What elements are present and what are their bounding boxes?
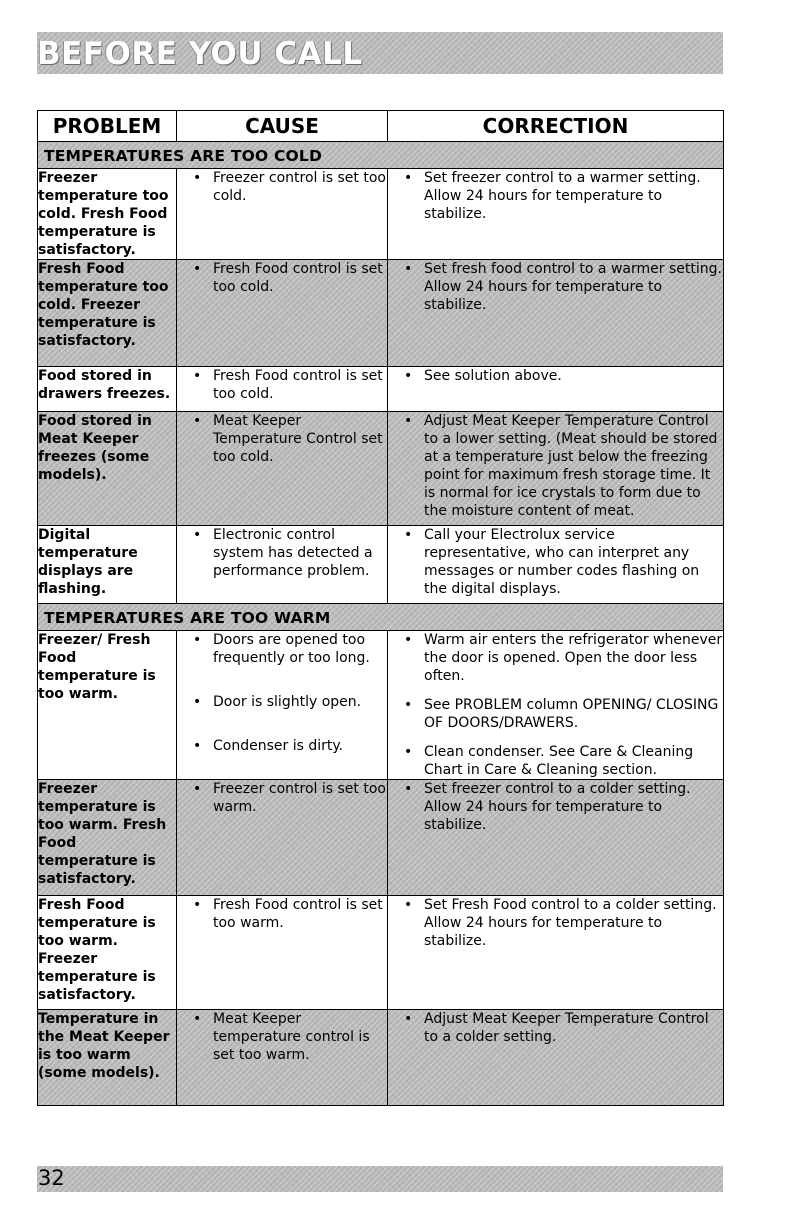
list-item: • Fresh Food control is set too cold. xyxy=(193,261,383,295)
section-title: TEMPERATURES ARE TOO WARM xyxy=(38,604,724,631)
bullet-icon: • xyxy=(193,738,202,754)
table-row xyxy=(38,367,724,412)
correction-cell xyxy=(388,526,724,604)
bullet-icon: • xyxy=(404,632,413,648)
list-item: • Set freezer control to a colder setting. Allow 24 hours for temperature to stabilize. xyxy=(404,781,691,833)
bullet-icon: • xyxy=(404,744,413,760)
correction-cell xyxy=(388,780,724,896)
correction-cell xyxy=(388,260,724,367)
list-item: • Warm air enters the refrigerator whenever the door is opened. Open the door less often. xyxy=(404,632,723,684)
correction-cell xyxy=(388,412,724,526)
table-row xyxy=(38,780,724,896)
bullet-icon: • xyxy=(193,261,202,277)
list-item: • Set fresh food control to a warmer setting. Allow 24 hours for temperature to stabilize. xyxy=(404,261,722,313)
table-row xyxy=(38,526,724,604)
cause-cell xyxy=(177,631,388,780)
table-row xyxy=(38,412,724,526)
correction-cell xyxy=(388,169,724,260)
table-row xyxy=(38,631,724,780)
problem-cell: Fresh Food temperature too cold. Freezer temperature is satisfactory. xyxy=(38,260,177,367)
problem-cell: Food stored in Meat Keeper freezes (some models). xyxy=(38,412,177,526)
table-row xyxy=(38,260,724,367)
list-item: • Fresh Food control is set too warm. xyxy=(193,897,383,931)
list-item: • Meat Keeper temperature control is set too warm. xyxy=(193,1011,370,1063)
list-item: • Clean condenser. See Care & Cleaning Chart in Care & Cleaning section. xyxy=(404,744,694,778)
bullet-icon: • xyxy=(193,527,202,543)
list-item: • Adjust Meat Keeper Temperature Control to a colder setting. xyxy=(404,1011,709,1045)
problem-cell: Temperature in the Meat Keeper is too warm (some models). xyxy=(38,1010,177,1106)
cause-cell xyxy=(177,367,388,412)
list-item: • Electronic control system has detected a performance problem. xyxy=(193,527,373,579)
correction-cell xyxy=(388,367,724,412)
page-number: 32 xyxy=(38,1166,65,1190)
table-row xyxy=(38,896,724,1010)
problem-cell: Freezer/ Fresh Food temperature is too warm. xyxy=(38,631,177,780)
header-problem: PROBLEM xyxy=(38,111,177,142)
header-band xyxy=(37,32,723,74)
section-title: TEMPERATURES ARE TOO COLD xyxy=(38,142,724,169)
bullet-icon: • xyxy=(404,170,413,186)
bullet-icon: • xyxy=(404,527,413,543)
cause-cell xyxy=(177,896,388,1010)
problem-cell: Freezer temperature is too warm. Fresh Food temperature is satisfactory. xyxy=(38,780,177,896)
problem-cell: Freezer temperature too cold. Fresh Food temperature is satisfactory. xyxy=(38,169,177,260)
bullet-icon: • xyxy=(193,170,202,186)
bullet-icon: • xyxy=(193,781,202,797)
list-item: • Door is slightly open. xyxy=(193,694,362,710)
cause-cell xyxy=(177,260,388,367)
bullet-icon: • xyxy=(193,897,202,913)
bullet-icon: • xyxy=(404,413,413,429)
list-item: • See PROBLEM column OPENING/ CLOSING OF DOORS/DRAWERS. xyxy=(404,697,719,731)
header-cause: CAUSE xyxy=(177,111,388,142)
correction-cell xyxy=(388,896,724,1010)
list-item: • Call your Electrolux service representative, who can interpret any messages or number codes flashing on the digital displays. xyxy=(404,527,700,597)
header-correction: CORRECTION xyxy=(388,111,724,142)
list-item: • Set freezer control to a warmer setting. Allow 24 hours for temperature to stabilize. xyxy=(404,170,701,222)
table-row xyxy=(38,1010,724,1106)
bullet-icon: • xyxy=(193,632,202,648)
correction-cell xyxy=(388,631,724,780)
bullet-icon: • xyxy=(193,1011,202,1027)
problem-cell: Fresh Food temperature is too warm. Freezer temperature is satisfactory. xyxy=(38,896,177,1010)
list-item: • Meat Keeper Temperature Control set too cold. xyxy=(193,413,383,465)
bullet-icon: • xyxy=(193,368,202,384)
bullet-icon: • xyxy=(404,368,413,384)
list-item: • Condenser is dirty. xyxy=(193,738,344,754)
page-title: BEFORE YOU CALL xyxy=(37,36,363,72)
list-item: • Fresh Food control is set too cold. xyxy=(193,368,383,402)
bullet-icon: • xyxy=(193,413,202,429)
list-item: • Set Fresh Food control to a colder setting. Allow 24 hours for temperature to stabilize. xyxy=(404,897,717,949)
cause-cell xyxy=(177,412,388,526)
table-header-row xyxy=(38,111,724,142)
cause-cell xyxy=(177,169,388,260)
list-item: • See solution above. xyxy=(404,368,562,384)
list-item: • Adjust Meat Keeper Temperature Control to a lower setting. (Meat should be stored at a temperature just below the freezing point for maximum fresh storage time. It is normal for ice crystals to form due to the moisture content of meat. xyxy=(404,413,718,519)
footer-band xyxy=(37,1166,723,1192)
cause-cell xyxy=(177,780,388,896)
section-row xyxy=(38,142,724,169)
table-row xyxy=(38,169,724,260)
list-item: • Doors are opened too frequently or too long. xyxy=(193,632,370,666)
problem-cell: Food stored in drawers freezes. xyxy=(38,367,177,412)
bullet-icon: • xyxy=(404,897,413,913)
troubleshooting-table xyxy=(37,110,724,1106)
bullet-icon: • xyxy=(404,781,413,797)
cause-cell xyxy=(177,1010,388,1106)
bullet-icon: • xyxy=(193,694,202,710)
problem-cell: Digital temperature displays are flashing. xyxy=(38,526,177,604)
correction-cell xyxy=(388,1010,724,1106)
bullet-icon: • xyxy=(404,261,413,277)
list-item: • Freezer control is set too warm. xyxy=(193,781,386,815)
cause-cell xyxy=(177,526,388,604)
bullet-icon: • xyxy=(404,697,413,713)
section-row xyxy=(38,604,724,631)
bullet-icon: • xyxy=(404,1011,413,1027)
list-item: • Freezer control is set too cold. xyxy=(193,170,386,204)
